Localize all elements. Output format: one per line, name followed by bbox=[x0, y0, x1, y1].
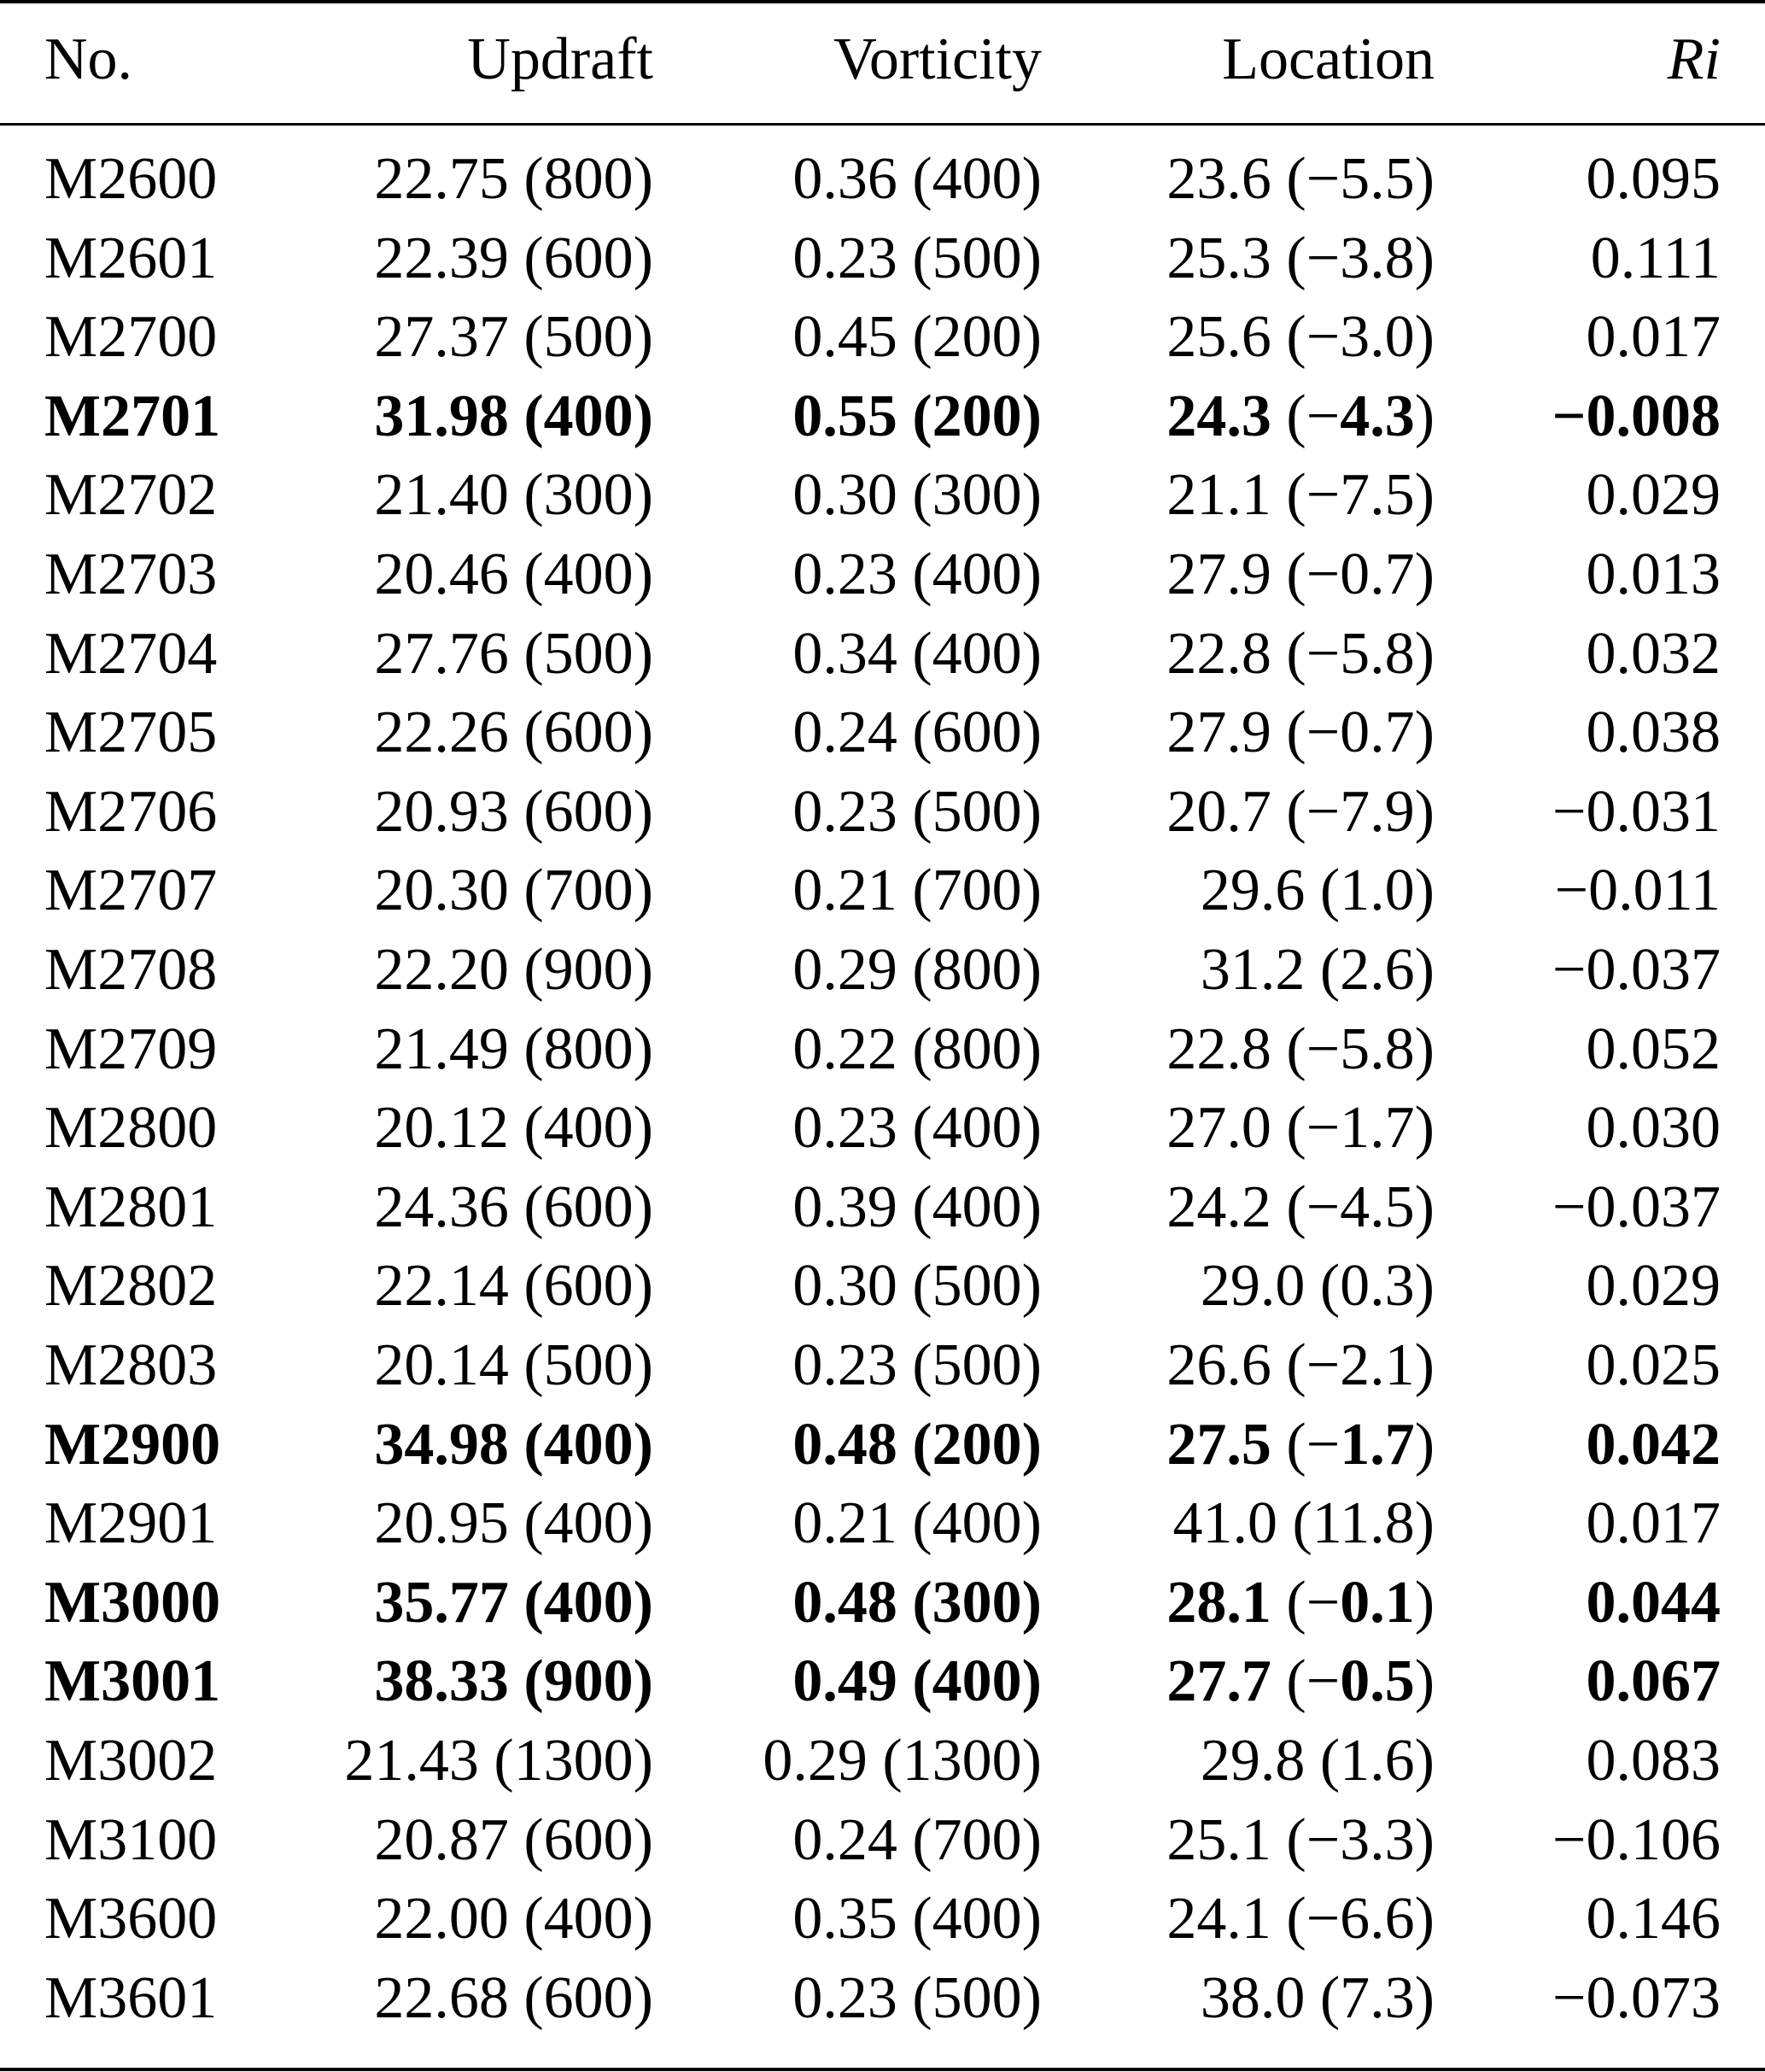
cell-no: M2702 bbox=[44, 462, 218, 529]
cell-vorticity: 0.21 (700) bbox=[792, 857, 1042, 924]
cell-ri: 0.052 bbox=[1586, 1016, 1721, 1082]
location-value: 28.1 bbox=[1166, 1569, 1271, 1636]
location-value: 24.1 bbox=[1166, 1886, 1271, 1952]
table-row bbox=[0, 1958, 1765, 2038]
cell-ri: 0.042 bbox=[1586, 1411, 1721, 1478]
header-rule bbox=[0, 123, 1765, 126]
cell-vorticity: 0.24 (600) bbox=[792, 699, 1042, 766]
cell-location bbox=[1076, 1168, 1435, 1247]
cell-no: M2703 bbox=[44, 541, 218, 607]
cell-updraft: 20.46 (400) bbox=[374, 541, 653, 607]
location-value: 27.9 bbox=[1166, 699, 1271, 766]
table-row bbox=[0, 693, 1765, 772]
table-row bbox=[0, 1168, 1765, 1247]
cell-ri: −0.037 bbox=[1552, 1174, 1721, 1240]
cell-vorticity: 0.48 (300) bbox=[792, 1569, 1042, 1636]
cell-ri: 0.025 bbox=[1586, 1332, 1721, 1398]
location-value: 24.2 bbox=[1166, 1174, 1271, 1240]
location-value: 27.0 bbox=[1166, 1095, 1271, 1162]
cell-ri: 0.038 bbox=[1586, 699, 1721, 766]
table-row bbox=[0, 772, 1765, 852]
table-row bbox=[0, 297, 1765, 377]
cell-no: M2709 bbox=[44, 1016, 218, 1082]
location-offset: (−5.8) bbox=[1286, 620, 1435, 687]
table-row bbox=[0, 1326, 1765, 1405]
cell-vorticity: 0.23 (500) bbox=[792, 778, 1042, 845]
header-location: Location bbox=[1222, 26, 1435, 92]
cell-ri: 0.030 bbox=[1586, 1095, 1721, 1162]
location-offset: (1.0) bbox=[1319, 857, 1435, 924]
cell-location bbox=[1076, 377, 1435, 456]
cell-ri: 0.095 bbox=[1586, 146, 1721, 212]
location-offset: (−0.7) bbox=[1286, 541, 1435, 607]
cell-ri: −0.037 bbox=[1552, 937, 1721, 1003]
cell-no: M2901 bbox=[44, 1490, 218, 1557]
cell-vorticity: 0.30 (300) bbox=[792, 462, 1042, 529]
location-offset: (0.3) bbox=[1319, 1253, 1435, 1320]
cell-no: M2801 bbox=[44, 1174, 218, 1240]
cell-no: M2701 bbox=[44, 383, 221, 449]
cell-vorticity: 0.23 (500) bbox=[792, 1964, 1042, 2031]
cell-location bbox=[1076, 1721, 1435, 1800]
cell-no: M3600 bbox=[44, 1886, 218, 1952]
table-row bbox=[0, 219, 1765, 298]
cell-updraft: 22.75 (800) bbox=[374, 146, 653, 212]
location-offset: (−4.3) bbox=[1286, 383, 1435, 449]
location-value: 22.8 bbox=[1166, 620, 1271, 687]
location-value: 25.1 bbox=[1166, 1806, 1271, 1873]
location-offset: (−7.9) bbox=[1286, 778, 1435, 845]
location-offset: (−1.7) bbox=[1286, 1095, 1435, 1162]
location-value: 27.7 bbox=[1166, 1648, 1271, 1715]
cell-updraft: 20.14 (500) bbox=[374, 1332, 653, 1398]
cell-location bbox=[1076, 1326, 1435, 1405]
cell-vorticity: 0.29 (800) bbox=[792, 937, 1042, 1003]
location-value: 31.2 bbox=[1200, 937, 1306, 1003]
cell-ri: 0.111 bbox=[1590, 225, 1721, 291]
cell-updraft: 20.95 (400) bbox=[374, 1490, 653, 1557]
cell-vorticity: 0.23 (400) bbox=[792, 541, 1042, 607]
cell-location bbox=[1076, 1958, 1435, 2038]
cell-no: M2705 bbox=[44, 699, 218, 766]
cell-vorticity: 0.48 (200) bbox=[792, 1411, 1042, 1478]
cell-ri: 0.044 bbox=[1586, 1569, 1721, 1636]
cell-vorticity: 0.22 (800) bbox=[792, 1016, 1042, 1082]
location-offset: (−3.8) bbox=[1286, 225, 1435, 291]
location-offset: (2.6) bbox=[1319, 937, 1435, 1003]
table-row bbox=[0, 139, 1765, 219]
cell-ri: −0.011 bbox=[1554, 857, 1721, 924]
location-offset: (−0.5) bbox=[1286, 1648, 1435, 1715]
cell-no: M2803 bbox=[44, 1332, 218, 1398]
header-updraft: Updraft bbox=[467, 26, 653, 92]
location-offset: (11.8) bbox=[1292, 1490, 1435, 1557]
location-offset: (−4.5) bbox=[1286, 1174, 1435, 1240]
cell-no: M2707 bbox=[44, 857, 218, 924]
cell-location bbox=[1076, 455, 1435, 535]
cell-updraft: 22.14 (600) bbox=[374, 1253, 653, 1320]
cell-ri: 0.032 bbox=[1586, 620, 1721, 687]
cell-updraft: 22.68 (600) bbox=[374, 1964, 653, 2031]
cell-location bbox=[1076, 851, 1435, 930]
cell-vorticity: 0.23 (500) bbox=[792, 1332, 1042, 1398]
cell-updraft: 20.30 (700) bbox=[374, 857, 653, 924]
cell-ri: −0.106 bbox=[1552, 1806, 1721, 1873]
location-value: 38.0 bbox=[1200, 1964, 1306, 2031]
cell-no: M2704 bbox=[44, 620, 218, 687]
cell-updraft: 21.40 (300) bbox=[374, 462, 653, 529]
cell-location bbox=[1076, 930, 1435, 1010]
location-value: 29.8 bbox=[1200, 1728, 1306, 1794]
table-row bbox=[0, 1563, 1765, 1642]
location-offset: (−7.5) bbox=[1286, 462, 1435, 529]
cell-ri: 0.017 bbox=[1586, 304, 1721, 371]
cell-no: M3100 bbox=[44, 1806, 218, 1873]
cell-vorticity: 0.55 (200) bbox=[792, 383, 1042, 449]
location-offset: (7.3) bbox=[1319, 1964, 1435, 2031]
cell-updraft: 38.33 (900) bbox=[374, 1648, 653, 1715]
location-value: 23.6 bbox=[1166, 146, 1271, 212]
location-value: 29.0 bbox=[1200, 1253, 1306, 1320]
cell-ri: 0.146 bbox=[1586, 1886, 1721, 1952]
cell-location bbox=[1076, 139, 1435, 219]
cell-vorticity: 0.24 (700) bbox=[792, 1806, 1042, 1873]
cell-vorticity: 0.35 (400) bbox=[792, 1886, 1042, 1952]
cell-vorticity: 0.36 (400) bbox=[792, 146, 1042, 212]
table-row bbox=[0, 1088, 1765, 1168]
cell-vorticity: 0.21 (400) bbox=[792, 1490, 1042, 1557]
cell-no: M2802 bbox=[44, 1253, 218, 1320]
location-value: 25.6 bbox=[1166, 304, 1271, 371]
cell-vorticity: 0.45 (200) bbox=[792, 304, 1042, 371]
cell-updraft: 21.43 (1300) bbox=[344, 1728, 653, 1794]
table-row bbox=[0, 1800, 1765, 1880]
cell-ri: 0.017 bbox=[1586, 1490, 1721, 1557]
cell-updraft: 22.20 (900) bbox=[374, 937, 653, 1003]
top-rule bbox=[0, 0, 1765, 3]
table-row bbox=[0, 455, 1765, 535]
cell-no: M3002 bbox=[44, 1728, 218, 1794]
cell-updraft: 20.87 (600) bbox=[374, 1806, 653, 1873]
cell-vorticity: 0.23 (400) bbox=[792, 1095, 1042, 1162]
table-row bbox=[0, 1484, 1765, 1563]
table-row bbox=[0, 535, 1765, 614]
cell-ri: 0.029 bbox=[1586, 462, 1721, 529]
cell-location bbox=[1076, 1405, 1435, 1484]
cell-ri: 0.083 bbox=[1586, 1728, 1721, 1794]
cell-updraft: 22.00 (400) bbox=[374, 1886, 653, 1952]
table-row bbox=[0, 851, 1765, 930]
cell-updraft: 22.26 (600) bbox=[374, 699, 653, 766]
cell-location bbox=[1076, 219, 1435, 298]
cell-location bbox=[1076, 1800, 1435, 1880]
cell-vorticity: 0.30 (500) bbox=[792, 1253, 1042, 1320]
table-row bbox=[0, 377, 1765, 456]
table-row bbox=[0, 1010, 1765, 1089]
cell-vorticity: 0.34 (400) bbox=[792, 620, 1042, 687]
header-vorticity: Vorticity bbox=[833, 26, 1042, 92]
cell-no: M2708 bbox=[44, 937, 218, 1003]
cell-updraft: 20.93 (600) bbox=[374, 778, 653, 845]
cell-ri: −0.073 bbox=[1552, 1964, 1721, 2031]
cell-updraft: 21.49 (800) bbox=[374, 1016, 653, 1082]
cell-ri: 0.067 bbox=[1586, 1648, 1721, 1715]
location-offset: (−2.1) bbox=[1286, 1332, 1435, 1398]
location-offset: (−0.7) bbox=[1286, 699, 1435, 766]
cell-updraft: 20.12 (400) bbox=[374, 1095, 653, 1162]
location-value: 26.6 bbox=[1166, 1332, 1271, 1398]
cell-vorticity: 0.49 (400) bbox=[792, 1648, 1042, 1715]
cell-location bbox=[1076, 614, 1435, 694]
location-value: 24.3 bbox=[1166, 383, 1271, 449]
cell-location bbox=[1076, 772, 1435, 852]
table-row bbox=[0, 1642, 1765, 1721]
table-row bbox=[0, 1246, 1765, 1326]
cell-location bbox=[1076, 693, 1435, 772]
cell-location bbox=[1076, 297, 1435, 377]
cell-updraft: 31.98 (400) bbox=[374, 383, 653, 449]
cell-no: M2601 bbox=[44, 225, 218, 291]
cell-location bbox=[1076, 1484, 1435, 1563]
cell-vorticity: 0.29 (1300) bbox=[763, 1728, 1042, 1794]
location-offset: (−0.1) bbox=[1286, 1569, 1435, 1636]
cell-no: M2706 bbox=[44, 778, 218, 845]
cell-no: M2800 bbox=[44, 1095, 218, 1162]
cell-ri: −0.031 bbox=[1552, 778, 1721, 845]
location-value: 27.5 bbox=[1166, 1411, 1271, 1478]
cell-location bbox=[1076, 1088, 1435, 1168]
cell-ri: −0.008 bbox=[1552, 383, 1721, 449]
table-row bbox=[0, 1405, 1765, 1484]
location-offset: (−3.3) bbox=[1286, 1806, 1435, 1873]
location-value: 22.8 bbox=[1166, 1016, 1271, 1082]
location-value: 29.6 bbox=[1200, 857, 1306, 924]
cell-location bbox=[1076, 1563, 1435, 1642]
cell-vorticity: 0.23 (500) bbox=[792, 225, 1042, 291]
header-no: No. bbox=[44, 26, 133, 92]
cell-no: M2900 bbox=[44, 1411, 221, 1478]
location-value: 27.9 bbox=[1166, 541, 1271, 607]
cell-location bbox=[1076, 1246, 1435, 1326]
cell-ri: 0.013 bbox=[1586, 541, 1721, 607]
location-value: 21.1 bbox=[1166, 462, 1271, 529]
cell-updraft: 27.76 (500) bbox=[374, 620, 653, 687]
cell-no: M2700 bbox=[44, 304, 218, 371]
location-offset: (−3.0) bbox=[1286, 304, 1435, 371]
table-row bbox=[0, 1879, 1765, 1958]
location-value: 20.7 bbox=[1166, 778, 1271, 845]
cell-updraft: 22.39 (600) bbox=[374, 225, 653, 291]
cell-updraft: 35.77 (400) bbox=[374, 1569, 653, 1636]
header-ri: Ri bbox=[1667, 26, 1721, 92]
cell-location bbox=[1076, 1010, 1435, 1089]
cell-location bbox=[1076, 535, 1435, 614]
cell-updraft: 27.37 (500) bbox=[374, 304, 653, 371]
location-offset: (−5.8) bbox=[1286, 1016, 1435, 1082]
table-row bbox=[0, 614, 1765, 694]
location-value: 25.3 bbox=[1166, 225, 1271, 291]
table-row bbox=[0, 930, 1765, 1010]
cell-no: M2600 bbox=[44, 146, 218, 212]
cell-updraft: 34.98 (400) bbox=[374, 1411, 653, 1478]
location-offset: (1.6) bbox=[1319, 1728, 1435, 1794]
cell-no: M3000 bbox=[44, 1569, 221, 1636]
location-offset: (−5.5) bbox=[1286, 146, 1435, 212]
cell-location bbox=[1076, 1879, 1435, 1958]
cell-updraft: 24.36 (600) bbox=[374, 1174, 653, 1240]
location-value: 41.0 bbox=[1172, 1490, 1277, 1557]
location-offset: (−6.6) bbox=[1286, 1886, 1435, 1952]
cell-no: M3601 bbox=[44, 1964, 218, 2031]
table-row bbox=[0, 1721, 1765, 1800]
cell-location bbox=[1076, 1642, 1435, 1721]
location-offset: (−1.7) bbox=[1286, 1411, 1435, 1478]
header-row bbox=[0, 20, 1765, 99]
cell-no: M3001 bbox=[44, 1648, 221, 1715]
bottom-rule bbox=[0, 2068, 1765, 2071]
cell-ri: 0.029 bbox=[1586, 1253, 1721, 1320]
cell-vorticity: 0.39 (400) bbox=[792, 1174, 1042, 1240]
